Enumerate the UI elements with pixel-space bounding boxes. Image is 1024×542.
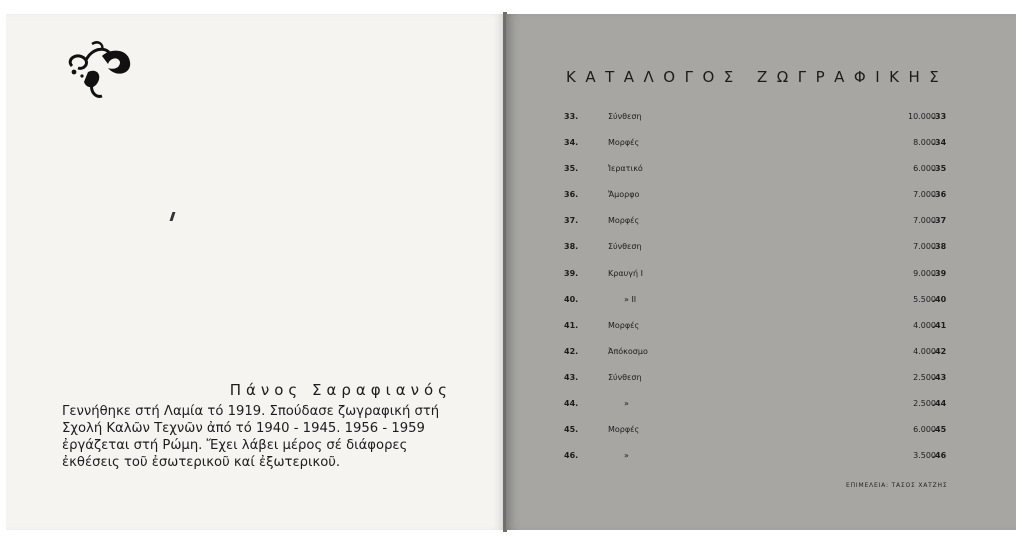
catalogue-row — [564, 157, 960, 183]
row-price: 7.000 — [913, 190, 936, 200]
row-number: 40. — [564, 294, 579, 304]
row-price: 3.500 — [913, 451, 936, 461]
row-title: Ἄμορφο — [608, 190, 640, 200]
editor-credit: ΕΠΙΜΕΛΕΙΑ: ΤΑΣΟΣ ΧΑΤΖΗΣ — [846, 482, 948, 489]
row-code: .46 — [932, 451, 947, 461]
row-number: 38. — [564, 242, 579, 252]
row-title: Μορφές — [608, 320, 640, 330]
row-title: Ἱερατικό — [608, 164, 643, 174]
row-number: 34. — [564, 138, 579, 148]
row-price: 8.000 — [913, 138, 936, 148]
row-number: 39. — [564, 268, 579, 278]
catalogue-row — [564, 262, 960, 288]
row-title: » — [624, 451, 629, 461]
artist-name: Πάνος Σαραφιανός — [229, 381, 452, 399]
row-code: .44 — [932, 399, 947, 409]
catalogue-row — [564, 314, 960, 340]
catalogue-row — [564, 444, 960, 470]
row-code: .43 — [932, 372, 947, 382]
bio-line: ἐργάζεται στή Ρώμη. Ἔχει λάβει μέρος σέ διάφορες — [62, 438, 408, 453]
row-number: 36. — [564, 190, 579, 200]
row-number: 37. — [564, 216, 579, 226]
row-code: .34 — [932, 138, 947, 148]
row-price: 7.000 — [913, 242, 936, 252]
row-number: 46. — [564, 451, 579, 461]
row-code: .40 — [932, 294, 947, 304]
row-price: 7.000 — [913, 216, 936, 226]
catalogue-row — [564, 131, 960, 157]
catalogue-row — [564, 288, 960, 314]
row-code: .39 — [932, 268, 947, 278]
catalogue-row — [564, 366, 960, 392]
row-number: 43. — [564, 372, 579, 382]
row-number: 42. — [564, 346, 579, 356]
row-title: » ΙΙ — [624, 294, 637, 304]
row-number: 33. — [564, 112, 579, 121]
catalogue-row — [564, 105, 960, 131]
row-code: .33 — [932, 112, 947, 121]
row-price: 6.000 — [913, 425, 936, 435]
row-title: Σύνθεση — [608, 242, 642, 252]
row-title: » — [624, 399, 629, 409]
row-code: .42 — [932, 346, 947, 356]
row-code: .38 — [932, 242, 947, 252]
catalogue-row — [564, 340, 960, 366]
row-price: 2.500 — [913, 399, 936, 409]
row-number: 35. — [564, 164, 579, 174]
row-price: 4.000 — [913, 320, 936, 330]
row-price: 9.000 — [913, 268, 936, 278]
row-number: 45. — [564, 425, 579, 435]
bio-line: Γεννήθηκε στή Λαμία τό 1919. Σπούδασε ζωγραφική στή — [62, 404, 440, 419]
row-title: Μορφές — [608, 216, 640, 226]
row-price: 10.000 — [908, 112, 936, 121]
row-title: Μορφές — [608, 138, 640, 148]
row-code: .41 — [932, 320, 947, 330]
row-price: 4.000 — [913, 346, 936, 356]
row-code: .36 — [932, 190, 947, 200]
catalogue-title: ΚΑΤΑΛΟΓΟΣ ΖΩΓΡΑΦΙΚΗΣ — [566, 68, 949, 86]
catalogue-row — [564, 392, 960, 418]
catalogue-table — [564, 105, 960, 470]
row-title: Σύνθεση — [608, 112, 642, 121]
catalogue-row — [564, 209, 960, 235]
row-title: Κραυγή Ι — [608, 268, 643, 278]
row-title: Μορφές — [608, 425, 640, 435]
row-code: .35 — [932, 164, 947, 174]
row-code: .45 — [932, 425, 947, 435]
row-title: Ἀπόκοσμο — [608, 346, 648, 356]
row-code: .37 — [932, 216, 947, 226]
row-price: 6.000 — [913, 164, 936, 174]
artist-bio — [62, 381, 452, 471]
bio-line: Σχολή Καλῶν Τεχνῶν ἀπό τό 1940 - 1945. 1956 - 1959 — [62, 421, 425, 436]
row-number: 44. — [564, 399, 579, 409]
catalogue-row — [564, 183, 960, 209]
floral-ornament-icon — [62, 38, 134, 104]
row-title: Σύνθεση — [608, 372, 642, 382]
row-price: 5.500 — [913, 294, 936, 304]
catalogue-row — [564, 418, 960, 444]
catalogue-row — [564, 235, 960, 261]
row-number: 41. — [564, 320, 579, 330]
bio-line: ἐκθέσεις τοῦ ἐσωτερικοῦ καί ἐξωτερικοῦ. — [62, 455, 341, 470]
row-price: 2.500 — [913, 372, 936, 382]
